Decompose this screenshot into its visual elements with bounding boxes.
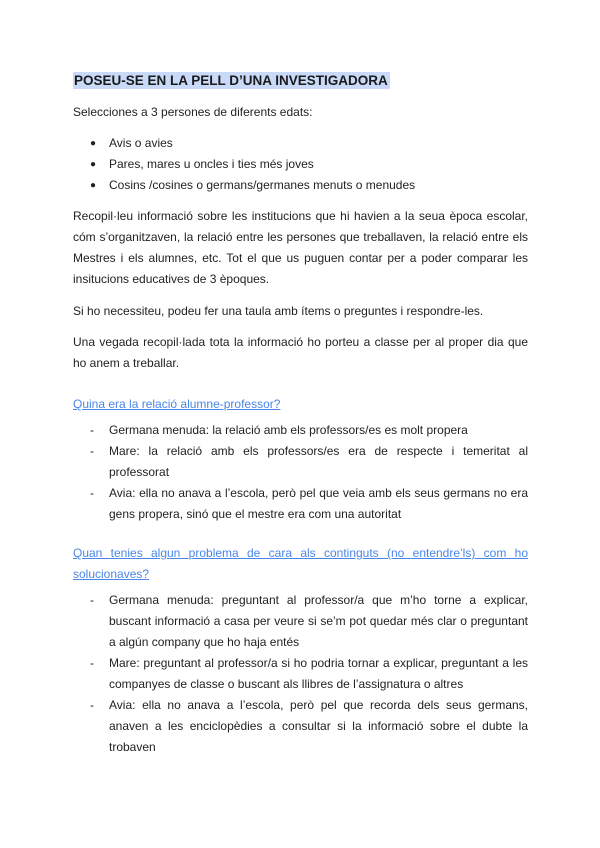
list-item: - Germana menuda: la relació amb els professors/es es molt propera: [73, 420, 528, 441]
answers-list: [73, 420, 528, 525]
dash-icon: -: [90, 698, 94, 712]
list-item: - Mare: preguntant al professor/a si ho podria tornar a explicar, preguntant a les companyes de classe o buscant als llibres de l’assignatura o altres: [73, 653, 528, 695]
dash-icon: -: [90, 486, 94, 500]
list-item: ● Pares, mares u oncles i ties més joves: [73, 154, 528, 175]
answers-list: [73, 590, 528, 758]
question-heading[interactable]: Quina era la relació alumne-professor?: [73, 397, 281, 411]
bullet-icon: ●: [90, 138, 97, 149]
question-heading[interactable]: Quan tenies algun problema de cara als continguts (no entendre’ls) com ho solucionaves?: [73, 546, 528, 581]
list-item: - Avia: ella no anava a l’escola, però pel que recorda dels seus germans, anaven a les enciclopèdies a consultar si la informació sobre el dubte la trobaven: [73, 695, 528, 758]
list-item: - Avia: ella no anava a l’escola, però pel que veia amb els seus germans no era gens propera, sinó que el mestre era com una autoritat: [73, 483, 528, 525]
dash-icon: -: [90, 593, 94, 607]
body-paragraph: Si ho necessiteu, podeu fer una taula amb ítems o preguntes i respondre-les.: [73, 304, 484, 318]
dash-icon: -: [90, 423, 94, 437]
list-item: ● Cosins /cosines o germans/germanes menuts o menudes: [73, 175, 528, 196]
people-list: [73, 133, 528, 196]
list-item: - Germana menuda: preguntant al professor/a que m’ho torne a explicar, buscant informació a casa per veure si se’m pot quedar més clar o preguntant a algún company que ho haja entés: [73, 590, 528, 653]
page-title: POSEU-SE EN LA PELL D’UNA INVESTIGADORA: [74, 73, 388, 88]
list-item: ● Avis o avies: [73, 133, 528, 154]
dash-icon: -: [90, 656, 94, 670]
dash-icon: -: [90, 444, 94, 458]
list-item: - Mare: la relació amb els professors/es era de respecte i temeritat al professorat: [73, 441, 528, 483]
body-paragraph: Una vegada recopil·lada tota la informació ho porteu a classe per al proper dia que ho anem a treballar.: [73, 335, 528, 370]
body-paragraph: Recopil·leu informació sobre les institucions que hi havien a la seua època escolar, cóm s’organitzaven, la relació entre les persones que treballaven, la relació entre els Mestres i els alumnes, etc. Tot el que us puguen contar per a poder comparar les insitucions educatives de 3 èpoques.: [73, 209, 528, 286]
intro-paragraph: Selecciones a 3 persones de diferents edats:: [73, 105, 313, 119]
bullet-icon: ●: [90, 159, 97, 170]
bullet-icon: ●: [90, 180, 97, 191]
